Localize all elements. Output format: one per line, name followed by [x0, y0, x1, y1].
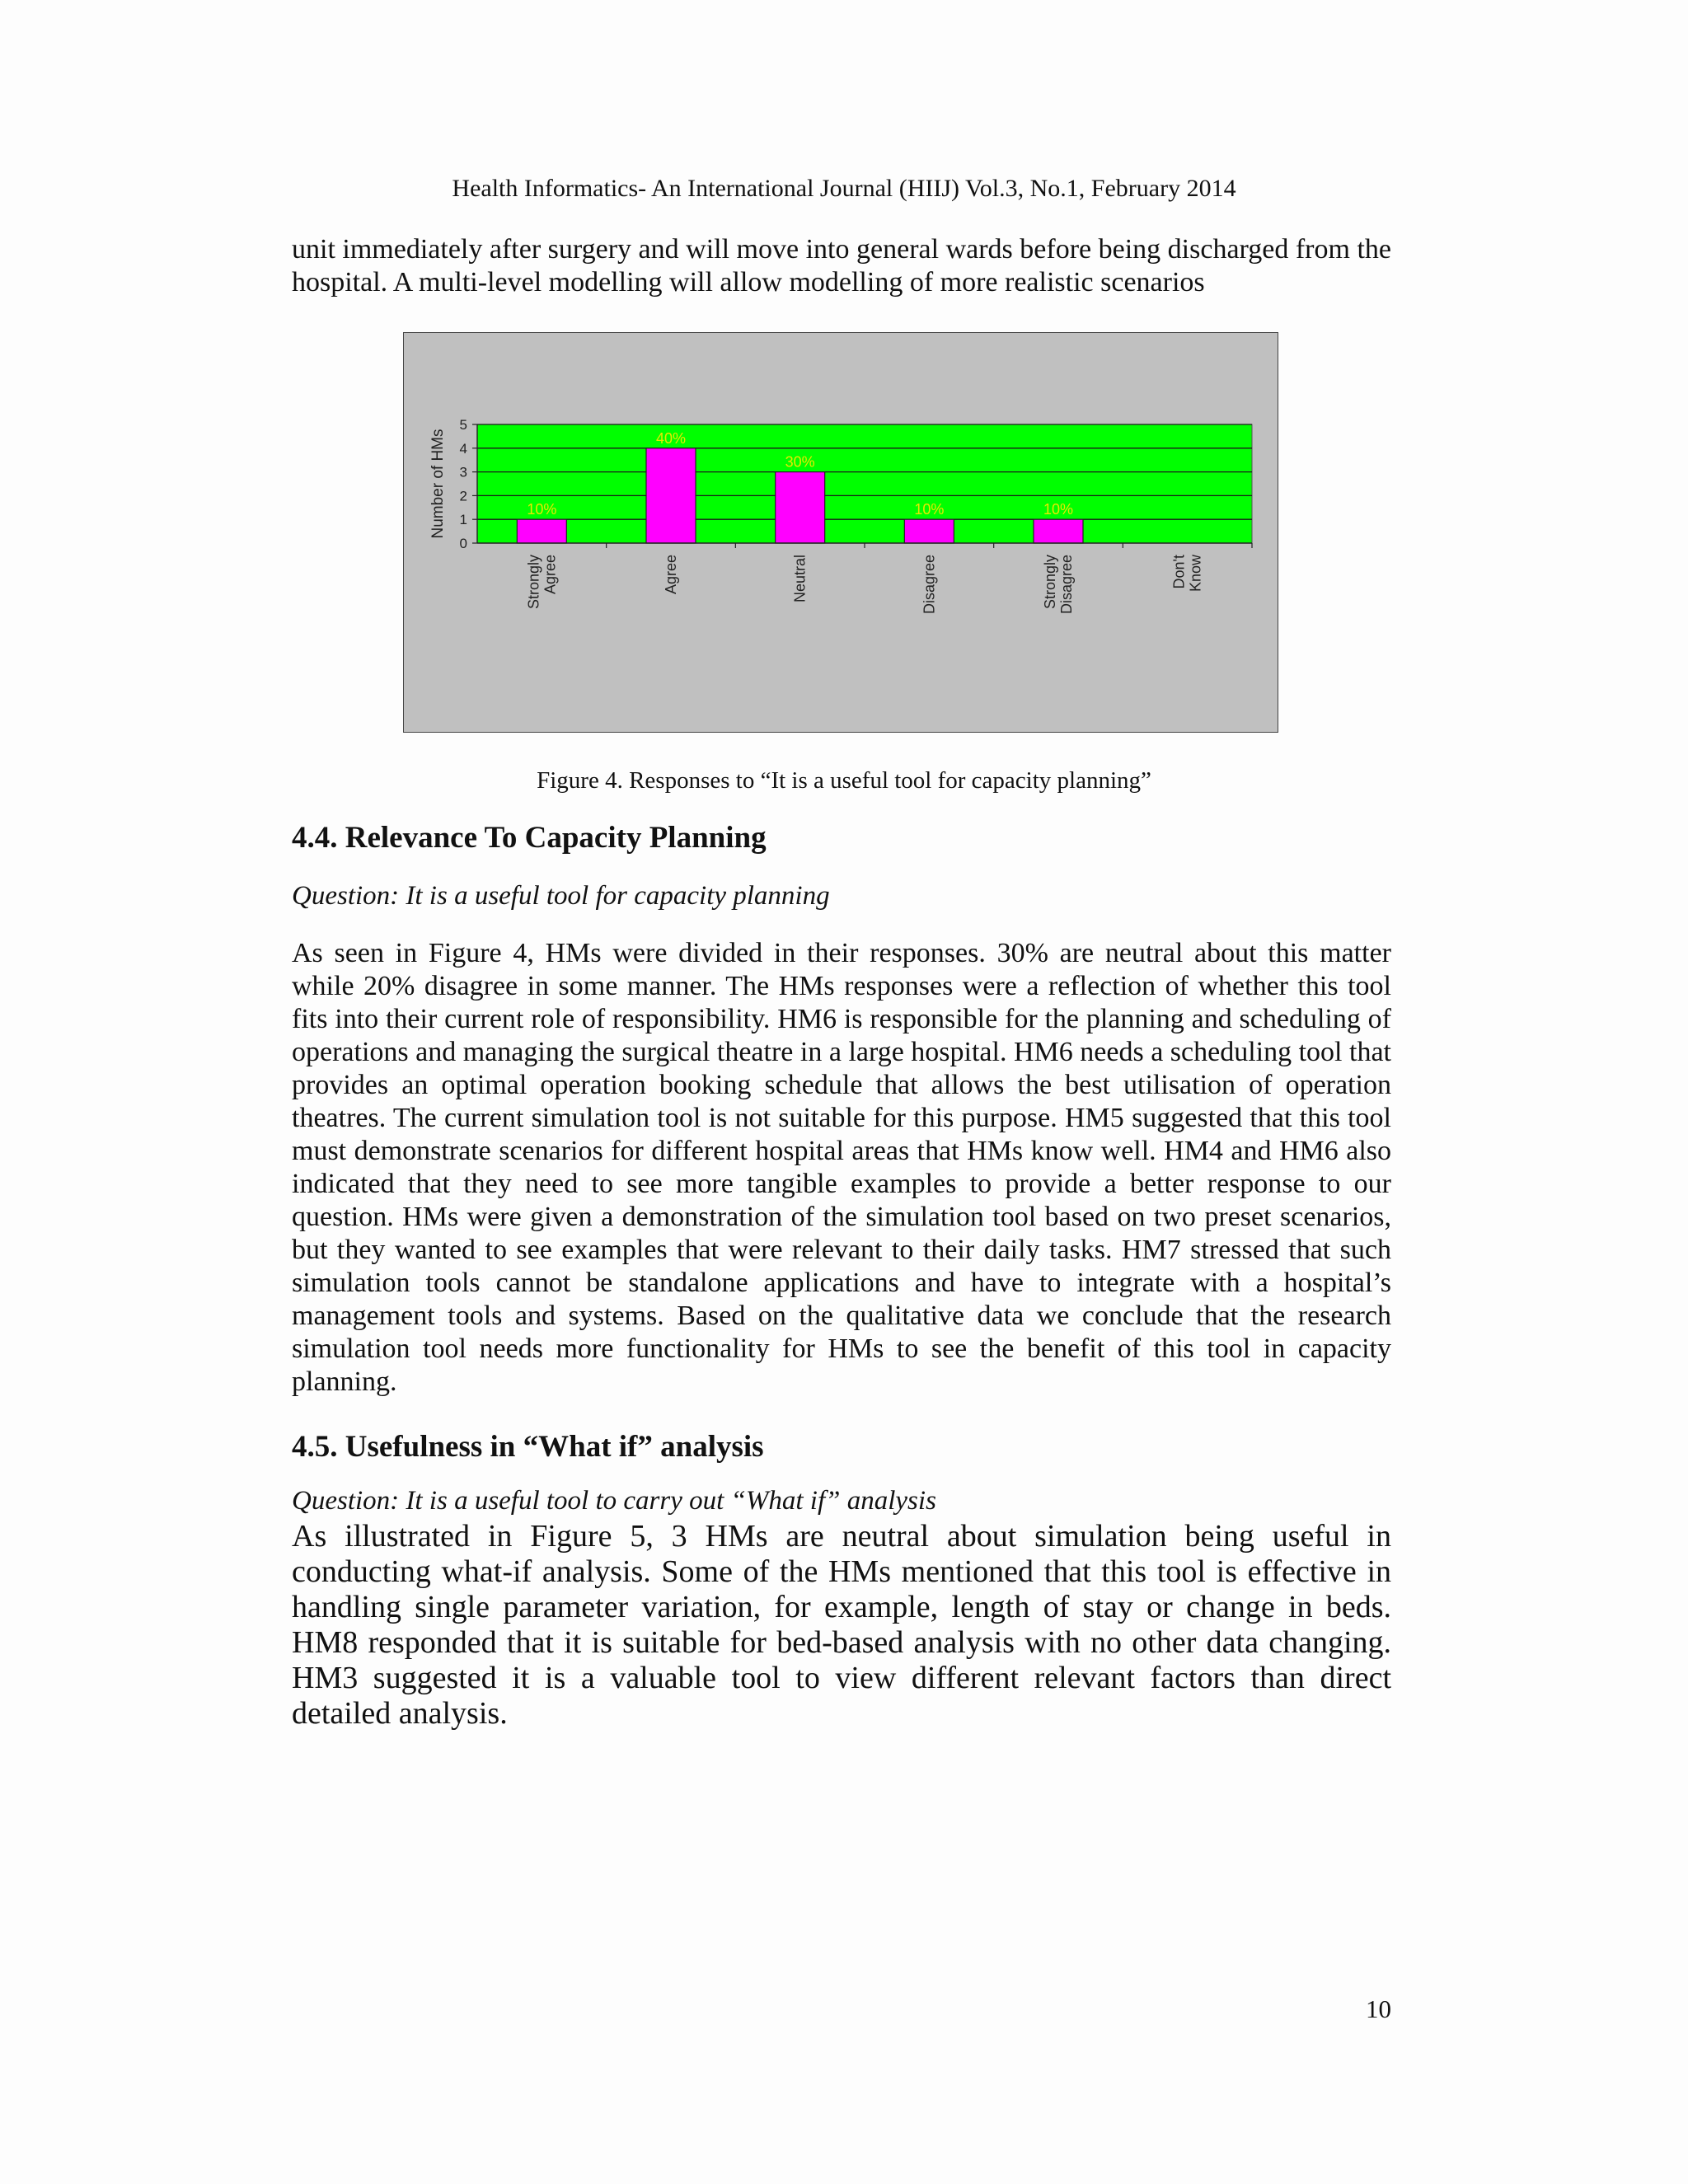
section-44-heading: 4.4. Relevance To Capacity Planning	[292, 821, 767, 855]
section-45-heading: 4.5. Usefulness in “What if” analysis	[292, 1430, 764, 1464]
x-category-label	[525, 555, 558, 609]
x-category-label	[1042, 555, 1075, 614]
intro-paragraph: unit immediately after surgery and will move into general wards before being discharged from the hospital. A multi-level modelling will allow modelling of more realistic scenarios	[292, 234, 1391, 298]
x-category-label	[921, 555, 937, 614]
x-category-label	[792, 555, 809, 602]
figure-4-chart	[403, 332, 1278, 733]
section-44-question: Question: It is a useful tool for capacity planning	[292, 881, 830, 911]
bar	[776, 472, 825, 543]
x-category-label	[663, 555, 679, 594]
x-category-label-line: Strongly	[525, 555, 542, 610]
figure-caption: Figure 4. Responses to “It is a useful tool for capacity planning”	[537, 767, 1151, 794]
y-tick-label: 3	[459, 464, 467, 480]
x-category-label-line: Don't	[1170, 555, 1188, 589]
x-category-label-line: Disagree	[921, 555, 938, 615]
x-category-label-line: Agree	[542, 555, 559, 595]
y-tick-label: 4	[459, 440, 467, 457]
x-category-label	[1171, 554, 1204, 592]
data-label: 30%	[785, 453, 815, 471]
page-number: 10	[1366, 1994, 1391, 2023]
data-label: 40%	[655, 429, 687, 447]
x-category-label-line: Neutral	[791, 555, 809, 603]
y-tick-label: 0	[459, 536, 467, 551]
bar	[646, 448, 696, 543]
y-tick-label: 1	[459, 512, 467, 528]
plot-area	[477, 424, 1252, 543]
section-45-body: As illustrated in Figure 5, 3 HMs are neutral about simulation being useful in conducting what-if analysis. Some of the HMs mentioned that this tool is effective in handling single parameter variation, for example, length of stay or change in beds. HM8 responded that it is suitable for bed-based analysis with no other data changing. HM3 suggested it is a valuable tool to view different relevant factors than direct detailed analysis.	[292, 1519, 1391, 1731]
bar	[1034, 519, 1083, 543]
y-tick-label: 5	[459, 417, 467, 433]
x-category-label-line: Agree	[663, 555, 679, 595]
bar-chart-svg	[404, 333, 1279, 733]
x-category-label-line: Strongly	[1042, 555, 1058, 610]
bar	[904, 519, 954, 543]
x-category-label-line: Disagree	[1058, 555, 1075, 615]
x-category-label-line: Know	[1187, 555, 1204, 593]
journal-header: Health Informatics- An International Journal (HIIJ) Vol.3, No.1, February 2014	[452, 175, 1236, 202]
section-44-body: As seen in Figure 4, HMs were divided in their responses. 30% are neutral about this matter while 20% disagree in some manner. The HMs responses were a reflection of whether this tool fits into their current role of responsibility. HM6 is responsible for the planning and scheduling of operations and managing the surgical theatre in a large hospital. HM6 needs a scheduling tool that provides an optimal operation booking schedule that allows the best utilisation of operation theatres. The current simulation tool is not suitable for this purpose. HM5 suggested that this tool must demonstrate scenarios for different hospital areas that HMs know well. HM4 and HM6 also indicated that they need to see more tangible examples to provide a better response to our question. HMs were given a demonstration of the simulation tool based on two preset scenarios, but they wanted to see examples that were relevant to their daily tasks. HM7 stressed that such simulation tools cannot be standalone applications and have to integrate with a hospital’s management tools and systems. Based on the qualitative data we conclude that the research simulation tool needs more functionality for HMs to see the benefit of this tool in capacity planning.	[292, 938, 1391, 1397]
data-label: 10%	[1043, 501, 1074, 518]
y-tick-label: 2	[459, 488, 467, 504]
y-axis-title: Number of HMs	[429, 429, 447, 539]
data-label: 10%	[914, 501, 945, 518]
section-45-question: Question: It is a useful tool to carry out “What if” analysis	[292, 1486, 936, 1516]
data-label: 10%	[527, 501, 557, 518]
bar	[517, 519, 566, 543]
